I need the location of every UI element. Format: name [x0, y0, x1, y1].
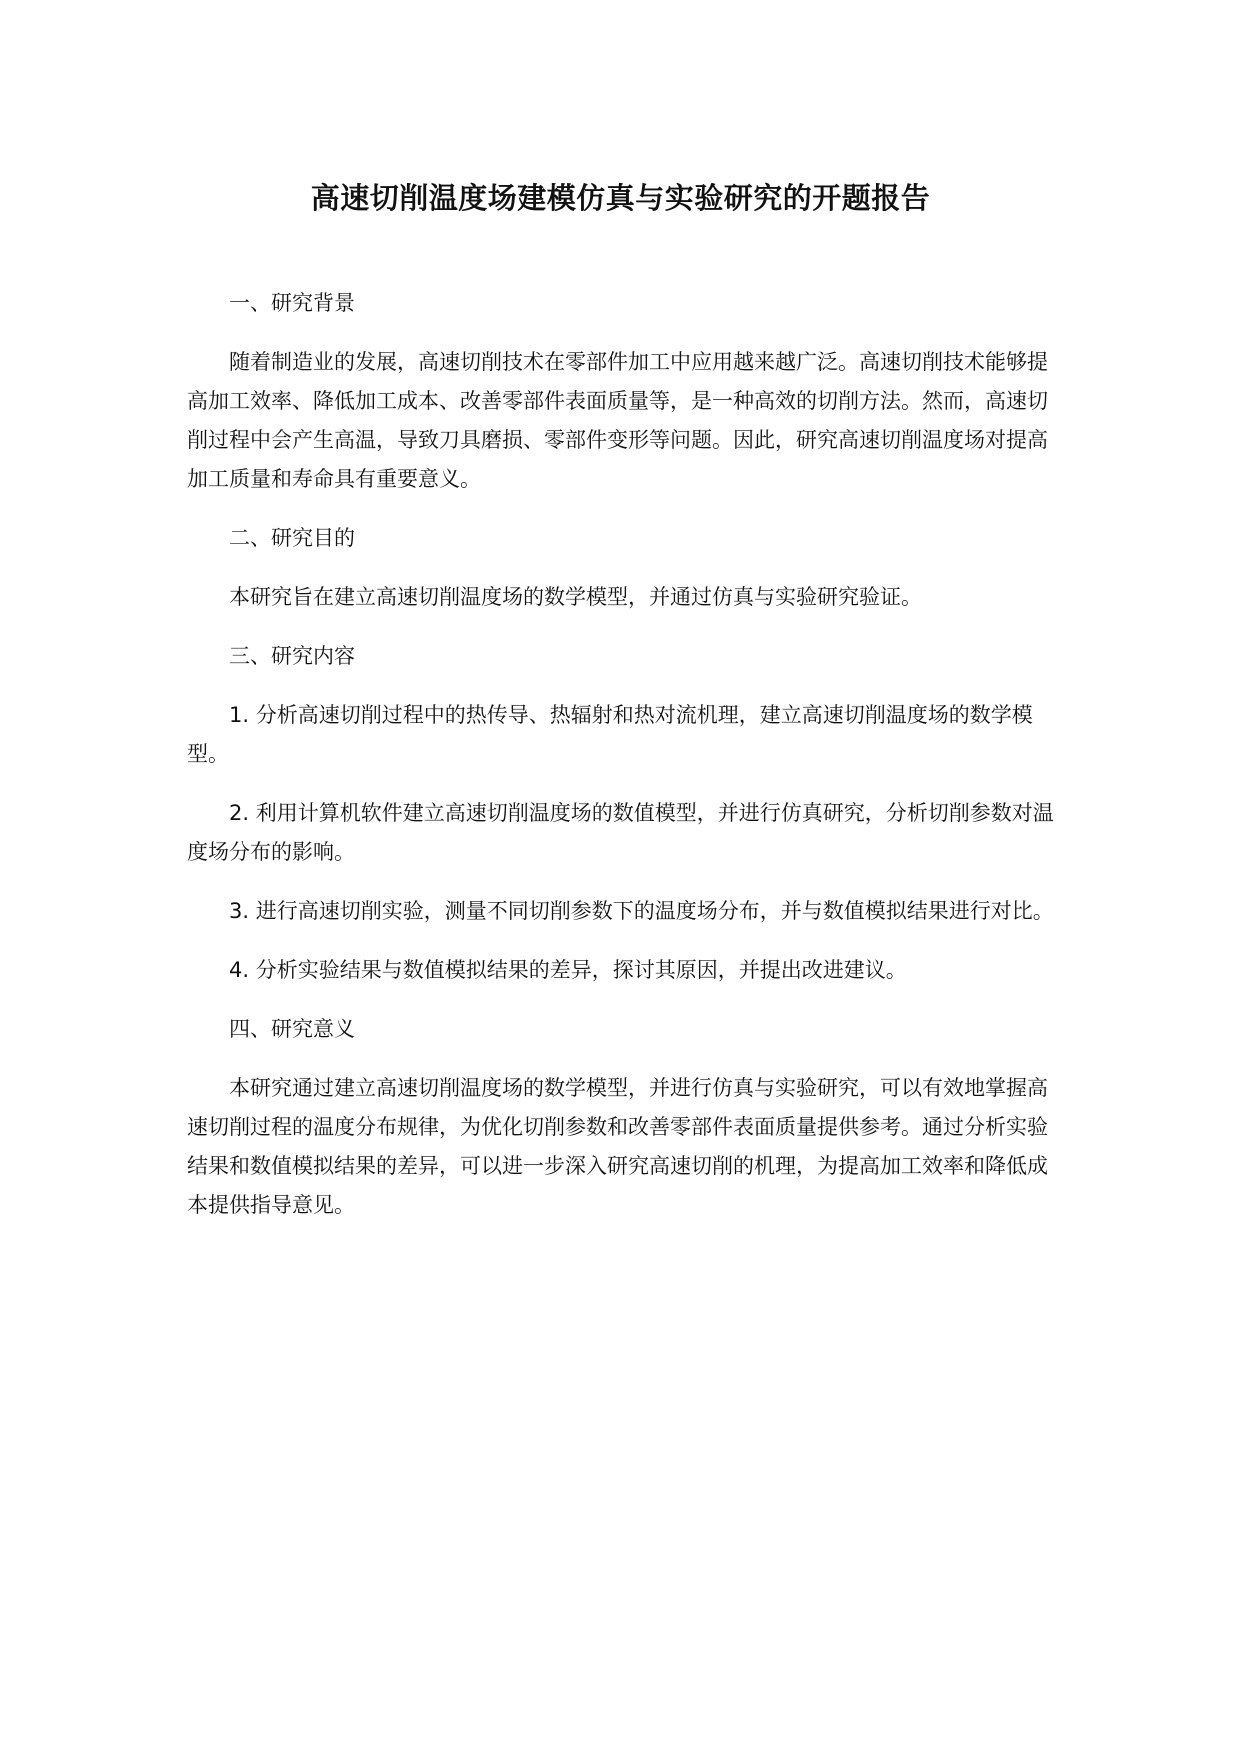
section-heading-content: 三、研究内容 [229, 644, 355, 668]
content-item-3: 3. 进行高速切削实验，测量不同切削参数下的温度场分布，并与数值模拟结果进行对比。 [229, 899, 1054, 923]
paragraph-objective: 本研究旨在建立高速切削温度场的数学模型，并通过仿真与实验研究验证。 [229, 585, 922, 609]
document-body [187, 284, 1057, 1245]
document-title: 高速切削温度场建模仿真与实验研究的开题报告 [310, 181, 931, 215]
section-heading-objective: 二、研究目的 [229, 526, 355, 550]
section-heading-significance: 四、研究意义 [229, 1017, 355, 1041]
content-item-4: 4. 分析实验结果与数值模拟结果的差异，探讨其原因，并提出改进建议。 [229, 958, 907, 982]
content-item-1: 1. 分析高速切削过程中的热传导、热辐射和热对流机理，建立高速切削温度场的数学模型。 [187, 703, 1033, 766]
paragraph-significance: 本研究通过建立高速切削温度场的数学模型，并进行仿真与实验研究，可以有效地掌握高速切削过程的温度分布规律，为优化切削参数和改善零部件表面质量提供参考。通过分析实验结果和数值模拟结果的差异，可以进一步深入研究高速切削的机理，为提高加工效率和降低成本提供指导意见。 [187, 1076, 1048, 1217]
content-item-2: 2. 利用计算机软件建立高速切削温度场的数值模型，并进行仿真研究，分析切削参数对温度场分布的影响。 [187, 801, 1054, 864]
paragraph-background: 随着制造业的发展，高速切削技术在零部件加工中应用越来越广泛。高速切削技术能够提高加工效率、降低加工成本、改善零部件表面质量等，是一种高效的切削方法。然而，高速切削过程中会产生高温，导致刀具磨损、零部件变形等问题。因此，研究高速切削温度场对提高加工质量和寿命具有重要意义。 [187, 350, 1048, 491]
section-heading-background: 一、研究背景 [229, 291, 355, 315]
